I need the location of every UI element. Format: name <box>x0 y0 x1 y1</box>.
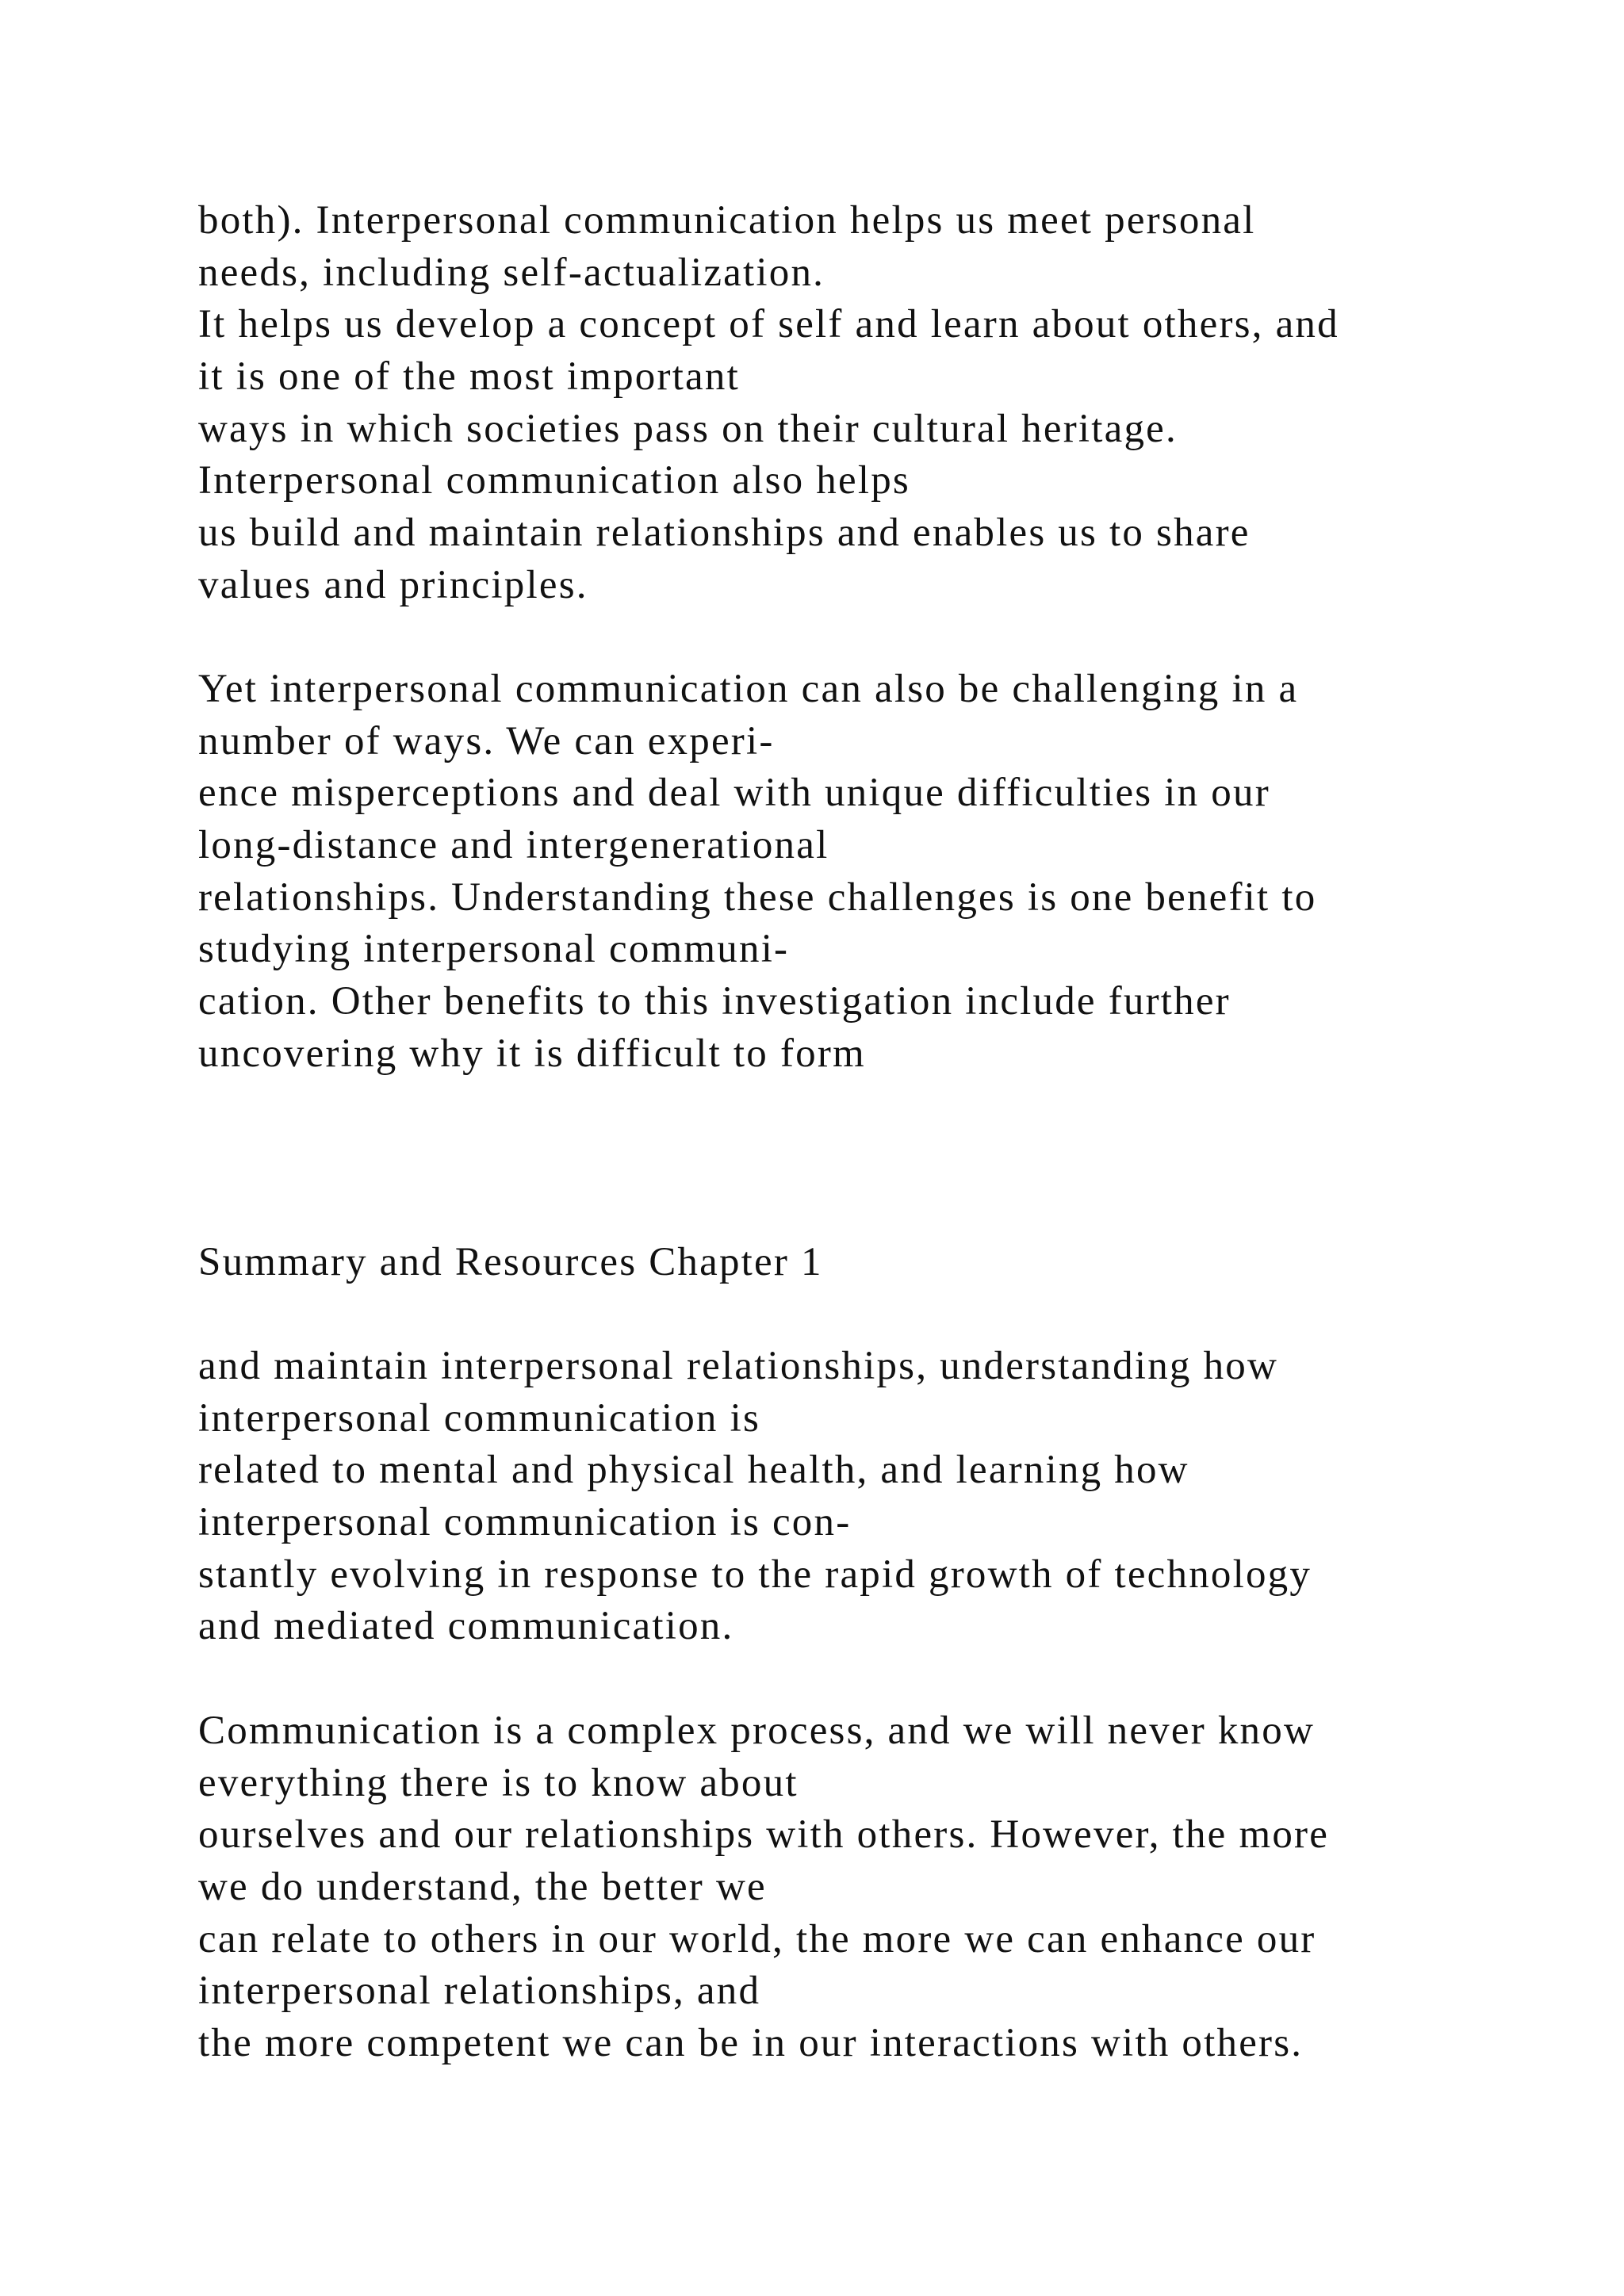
text-line: the more competent we can be in our interactions with others. <box>198 2021 1304 2066</box>
text-line: and maintain interpersonal relationships, understanding how <box>198 1344 1279 1388</box>
text-line: interpersonal communication is con- <box>198 1500 852 1545</box>
text-line: we do understand, the better we <box>198 1865 767 1910</box>
text-line: it is one of the most important <box>198 354 740 400</box>
text-line: everything there is to know about <box>198 1760 799 1805</box>
text-line: needs, including self-actualization. <box>198 250 825 295</box>
text-line: ways in which societies pass on their cultural heritage. <box>198 406 1178 451</box>
text-line: long-distance and intergenerational <box>198 823 829 868</box>
running-header <box>198 1237 1546 1289</box>
text-line: ence misperceptions and deal with unique difficulties in our <box>198 771 1270 816</box>
text-line: ourselves and our relationships with others. However, the more <box>198 1812 1330 1858</box>
paragraph-complex-process <box>198 1705 1546 2070</box>
text-line: both). Interpersonal communication helps us meet personal <box>198 198 1256 243</box>
paragraph-maintain-relationships <box>198 1341 1546 1653</box>
paragraph-personal-needs <box>198 195 1546 612</box>
text-line: Communication is a complex process, and we will never know <box>198 1709 1315 1753</box>
text-line: Yet interpersonal communication can also be challenging in a <box>198 667 1299 711</box>
text-line: relationships. Understanding these challenges is one benefit to <box>198 874 1317 920</box>
text-line: studying interpersonal communi- <box>198 927 790 972</box>
chapter-header: Summary and Resources Chapter 1 <box>198 1240 823 1284</box>
text-line: and mediated communication. <box>198 1604 734 1649</box>
paragraph-challenges <box>198 664 1546 1081</box>
text-line: number of ways. We can experi- <box>198 718 775 763</box>
text-line: It helps us develop a concept of self and learn about others, and <box>198 302 1339 347</box>
text-line: interpersonal communication is <box>198 1395 761 1441</box>
text-line: values and principles. <box>198 562 588 607</box>
text-line: related to mental and physical health, and learning how <box>198 1448 1189 1493</box>
text-line: can relate to others in our world, the more we can enhance our <box>198 1916 1316 1961</box>
text-line: cation. Other benefits to this investigation include further <box>198 979 1231 1024</box>
text-line: stantly evolving in response to the rapid growth of technology <box>198 1552 1312 1597</box>
text-line: us build and maintain relationships and enables us to share <box>198 511 1251 556</box>
text-line: Interpersonal communication also helps <box>198 458 910 503</box>
text-line: interpersonal relationships, and <box>198 1969 761 2014</box>
text-line: uncovering why it is difficult to form <box>198 1031 866 1076</box>
